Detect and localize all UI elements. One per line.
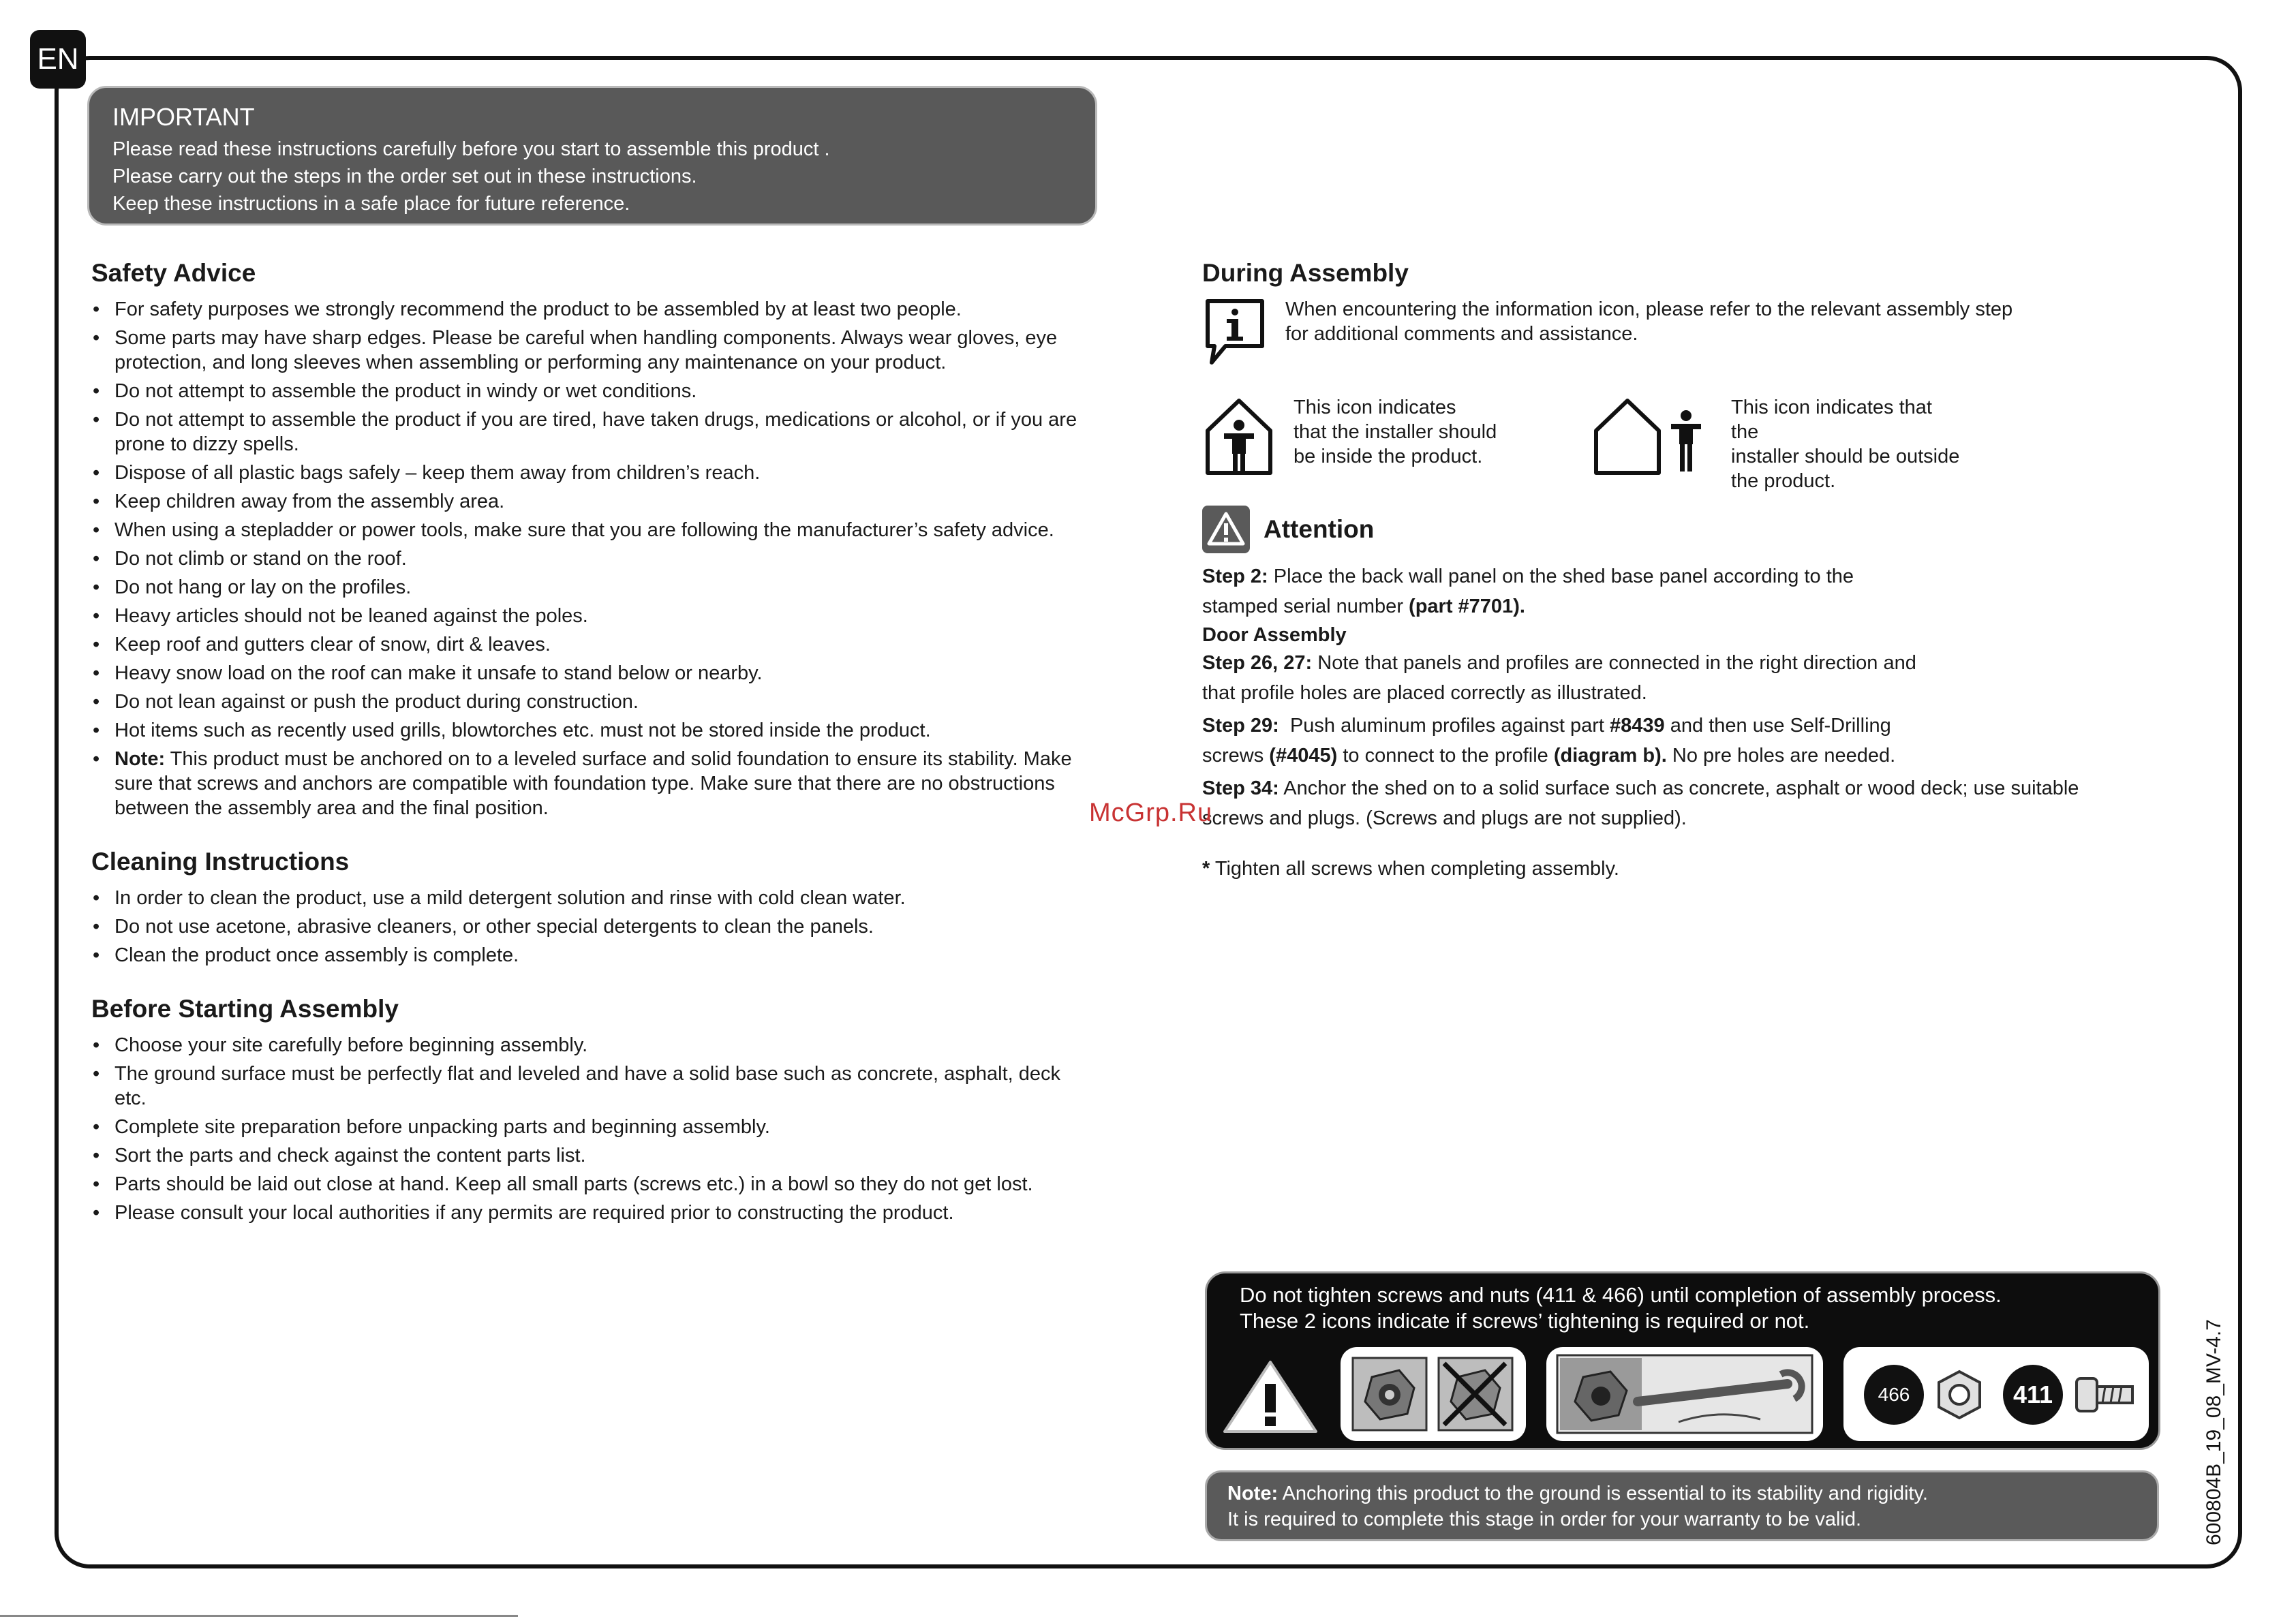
bolt-photo-icon xyxy=(1351,1357,1428,1432)
list-item: • Do not lean against or push the product during construction. xyxy=(91,690,1093,714)
important-title: IMPORTANT xyxy=(112,103,255,131)
step-29-text xyxy=(1202,711,2122,771)
bottom-rule xyxy=(0,1615,518,1617)
bolt-pictogram-panel xyxy=(1341,1347,1526,1441)
safety-list xyxy=(91,297,1093,820)
inside-text-line: be inside the product. xyxy=(1294,446,1483,467)
list-item: • Dispose of all plastic bags safely – keep them away from children’s reach. xyxy=(91,461,1093,485)
tighten-text: Tighten all screws when completing assembly. xyxy=(1214,858,1619,880)
list-item: • When using a stepladder or power tools, make sure that you are following the manufacturer’s safety advice. xyxy=(91,518,1093,542)
note-text: This product must be anchored on to a leveled surface and solid foundation to ensure its stability. Make sure that screws and anchors are compatible with foundation type. Make sure that there are no obstructions between the assembly area and the final position. xyxy=(114,748,1072,819)
nut-part-badge: 466 xyxy=(1864,1365,1924,1425)
warning-triangle-icon xyxy=(1219,1357,1321,1437)
step-label: Step 2: xyxy=(1202,566,1268,587)
part-number: (part #7701). xyxy=(1409,596,1525,617)
list-item: • Do not attempt to assemble the product in windy or wet conditions. xyxy=(91,379,1093,403)
step-text: to connect to the profile xyxy=(1343,745,1548,767)
part-number: #8439 xyxy=(1610,715,1665,737)
list-item: • Do not use acetone, abrasive cleaners, or other special detergents to clean the panels. xyxy=(91,914,1093,939)
wrench-pictogram-panel xyxy=(1546,1347,1823,1441)
step-text: screws xyxy=(1202,745,1264,767)
info-icon-row xyxy=(1202,297,2122,368)
note-label: Note: xyxy=(1227,1483,1279,1504)
list-item: • For safety purposes we strongly recommend the product to be assembled by at least two people. xyxy=(91,297,1093,322)
list-item: • Some parts may have sharp edges. Please be careful when handling components. Always wear gloves, eye protection, and long sleeves when assembling or performing any maintenance on your product. xyxy=(91,326,1093,375)
info-text-line: When encountering the information icon, please refer to the relevant assembly step xyxy=(1285,298,2013,320)
list-item: • Parts should be laid out close at hand. Keep all small parts (screws etc.) in a bowl so they do not get lost. xyxy=(91,1172,1093,1196)
list-item: • Clean the product once assembly is complete. xyxy=(91,943,1093,968)
step-label: Step 34: xyxy=(1202,777,1279,799)
nut-icon xyxy=(1932,1367,1987,1422)
outside-text-line: This icon indicates that the xyxy=(1731,397,1932,443)
warning-line: These 2 icons indicate if screws’ tightening is required or not. xyxy=(1240,1309,1810,1333)
list-item: • Heavy snow load on the roof can make it unsafe to stand below or nearby. xyxy=(91,661,1093,685)
step-label: Step 29: xyxy=(1202,715,1279,737)
anchoring-note-line xyxy=(1227,1481,2137,1506)
list-item: • Hot items such as recently used grills, blowtorches etc. must not be stored inside the product. xyxy=(91,718,1093,743)
attention-title: Attention xyxy=(1264,515,1375,543)
list-item: • Do not climb or stand on the roof. xyxy=(91,546,1093,571)
tightening-warning-box xyxy=(1205,1271,2160,1450)
cleaning-heading: Cleaning Instructions xyxy=(91,848,350,876)
warning-icon xyxy=(1202,506,1250,553)
tighten-star: * xyxy=(1202,858,1210,880)
important-box xyxy=(87,86,1097,226)
parts-legend-panel xyxy=(1843,1347,2149,1441)
language-tab: EN xyxy=(30,30,86,89)
important-line: Keep these instructions in a safe place for future reference. xyxy=(112,193,630,215)
list-item: • In order to clean the product, use a mild detergent solution and rinse with cold clean water. xyxy=(91,886,1093,910)
note-text: Anchoring this product to the ground is essential to its stability and rigidity. xyxy=(1282,1483,1928,1504)
part-number: (#4045) xyxy=(1269,745,1338,767)
important-line: Please read these instructions carefully before you start to assemble this product . xyxy=(112,138,830,160)
anchoring-note-line: It is required to complete this stage in order for your warranty to be valid. xyxy=(1227,1509,1862,1530)
inside-text-line: This icon indicates xyxy=(1294,397,1456,418)
note-label: Note: xyxy=(114,748,166,770)
list-item-note xyxy=(91,747,1093,820)
list-item: • Do not attempt to assemble the product if you are tired, have taken drugs, medications or alcohol, or if you are prone to dizzy spells. xyxy=(91,407,1093,457)
list-item: • Keep children away from the assembly area. xyxy=(91,489,1093,514)
tighten-note xyxy=(1202,858,2122,880)
step-text: No pre holes are needed. xyxy=(1672,745,1896,767)
installer-icons-row xyxy=(1202,395,2122,493)
step-26-text xyxy=(1202,648,2122,708)
list-item: • The ground surface must be perfectly flat and leveled and have a solid base such as concrete, asphalt, deck etc. xyxy=(91,1062,1093,1111)
list-item: • Do not hang or lay on the profiles. xyxy=(91,575,1093,600)
list-item: • Complete site preparation before unpacking parts and beginning assembly. xyxy=(91,1115,1093,1139)
step-2-text xyxy=(1202,561,2122,621)
diagram-ref: (diagram b). xyxy=(1553,745,1667,767)
list-item: • Heavy articles should not be leaned against the poles. xyxy=(91,604,1093,628)
inside-text-line: that the installer should xyxy=(1294,421,1497,443)
door-assembly-title: Door Assembly xyxy=(1202,624,1347,646)
safety-heading: Safety Advice xyxy=(91,259,256,287)
cleaning-list xyxy=(91,886,1093,968)
step-text: Note that panels and profiles are connected in the right direction and xyxy=(1317,652,1916,674)
info-text-line: for additional comments and assistance. xyxy=(1285,323,1638,345)
list-item: • Sort the parts and check against the content parts list. xyxy=(91,1143,1093,1168)
before-heading: Before Starting Assembly xyxy=(91,995,399,1023)
step-text: Anchor the shed on to a solid surface such as concrete, asphalt or wood deck; use suitable xyxy=(1283,777,2079,799)
info-icon xyxy=(1202,297,1268,368)
step-text: that profile holes are placed correctly as illustrated. xyxy=(1202,682,1647,704)
step-text: Push aluminum profiles against part xyxy=(1289,715,1604,737)
step-label: Step 26, 27: xyxy=(1202,652,1313,674)
step-text: and then use Self-Drilling xyxy=(1670,715,1891,737)
outside-text-line: the product. xyxy=(1731,470,1836,492)
right-column xyxy=(1202,259,2122,880)
outside-text-line: installer should be outside xyxy=(1731,446,1960,467)
attention-heading-row xyxy=(1202,506,2122,553)
step-text: screws and plugs. (Screws and plugs are not supplied). xyxy=(1202,807,1687,829)
document-code: 600804B_19_08_MV-4.7 xyxy=(2203,1319,2225,1545)
installer-inside-icon xyxy=(1202,395,1276,477)
screw-part-badge: 411 xyxy=(2003,1365,2063,1425)
left-column xyxy=(91,259,1093,1252)
important-line: Please carry out the steps in the order set out in these instructions. xyxy=(112,166,697,187)
during-heading: During Assembly xyxy=(1202,259,1409,287)
step-text: stamped serial number xyxy=(1202,596,1403,617)
bolt-crossed-icon xyxy=(1437,1357,1514,1432)
outside-icon-item xyxy=(1591,395,1979,493)
list-item: • Please consult your local authorities if any permits are required prior to constructing the product. xyxy=(91,1201,1093,1225)
step-34-text xyxy=(1202,773,2122,833)
list-item: • Choose your site carefully before beginning assembly. xyxy=(91,1033,1093,1057)
screw-icon xyxy=(2072,1369,2138,1421)
wrench-photo-icon xyxy=(1556,1354,1813,1434)
warning-line: Do not tighten screws and nuts (411 & 466) until completion of assembly process. xyxy=(1240,1283,2002,1307)
list-item: • Keep roof and gutters clear of snow, dirt & leaves. xyxy=(91,632,1093,657)
watermark: McGrp.Ru xyxy=(1089,799,1213,827)
installer-outside-icon xyxy=(1591,395,1713,477)
anchoring-note-box xyxy=(1205,1470,2159,1541)
before-list xyxy=(91,1033,1093,1225)
inside-icon-item xyxy=(1202,395,1591,477)
step-text: Place the back wall panel on the shed base panel according to the xyxy=(1273,566,1854,587)
